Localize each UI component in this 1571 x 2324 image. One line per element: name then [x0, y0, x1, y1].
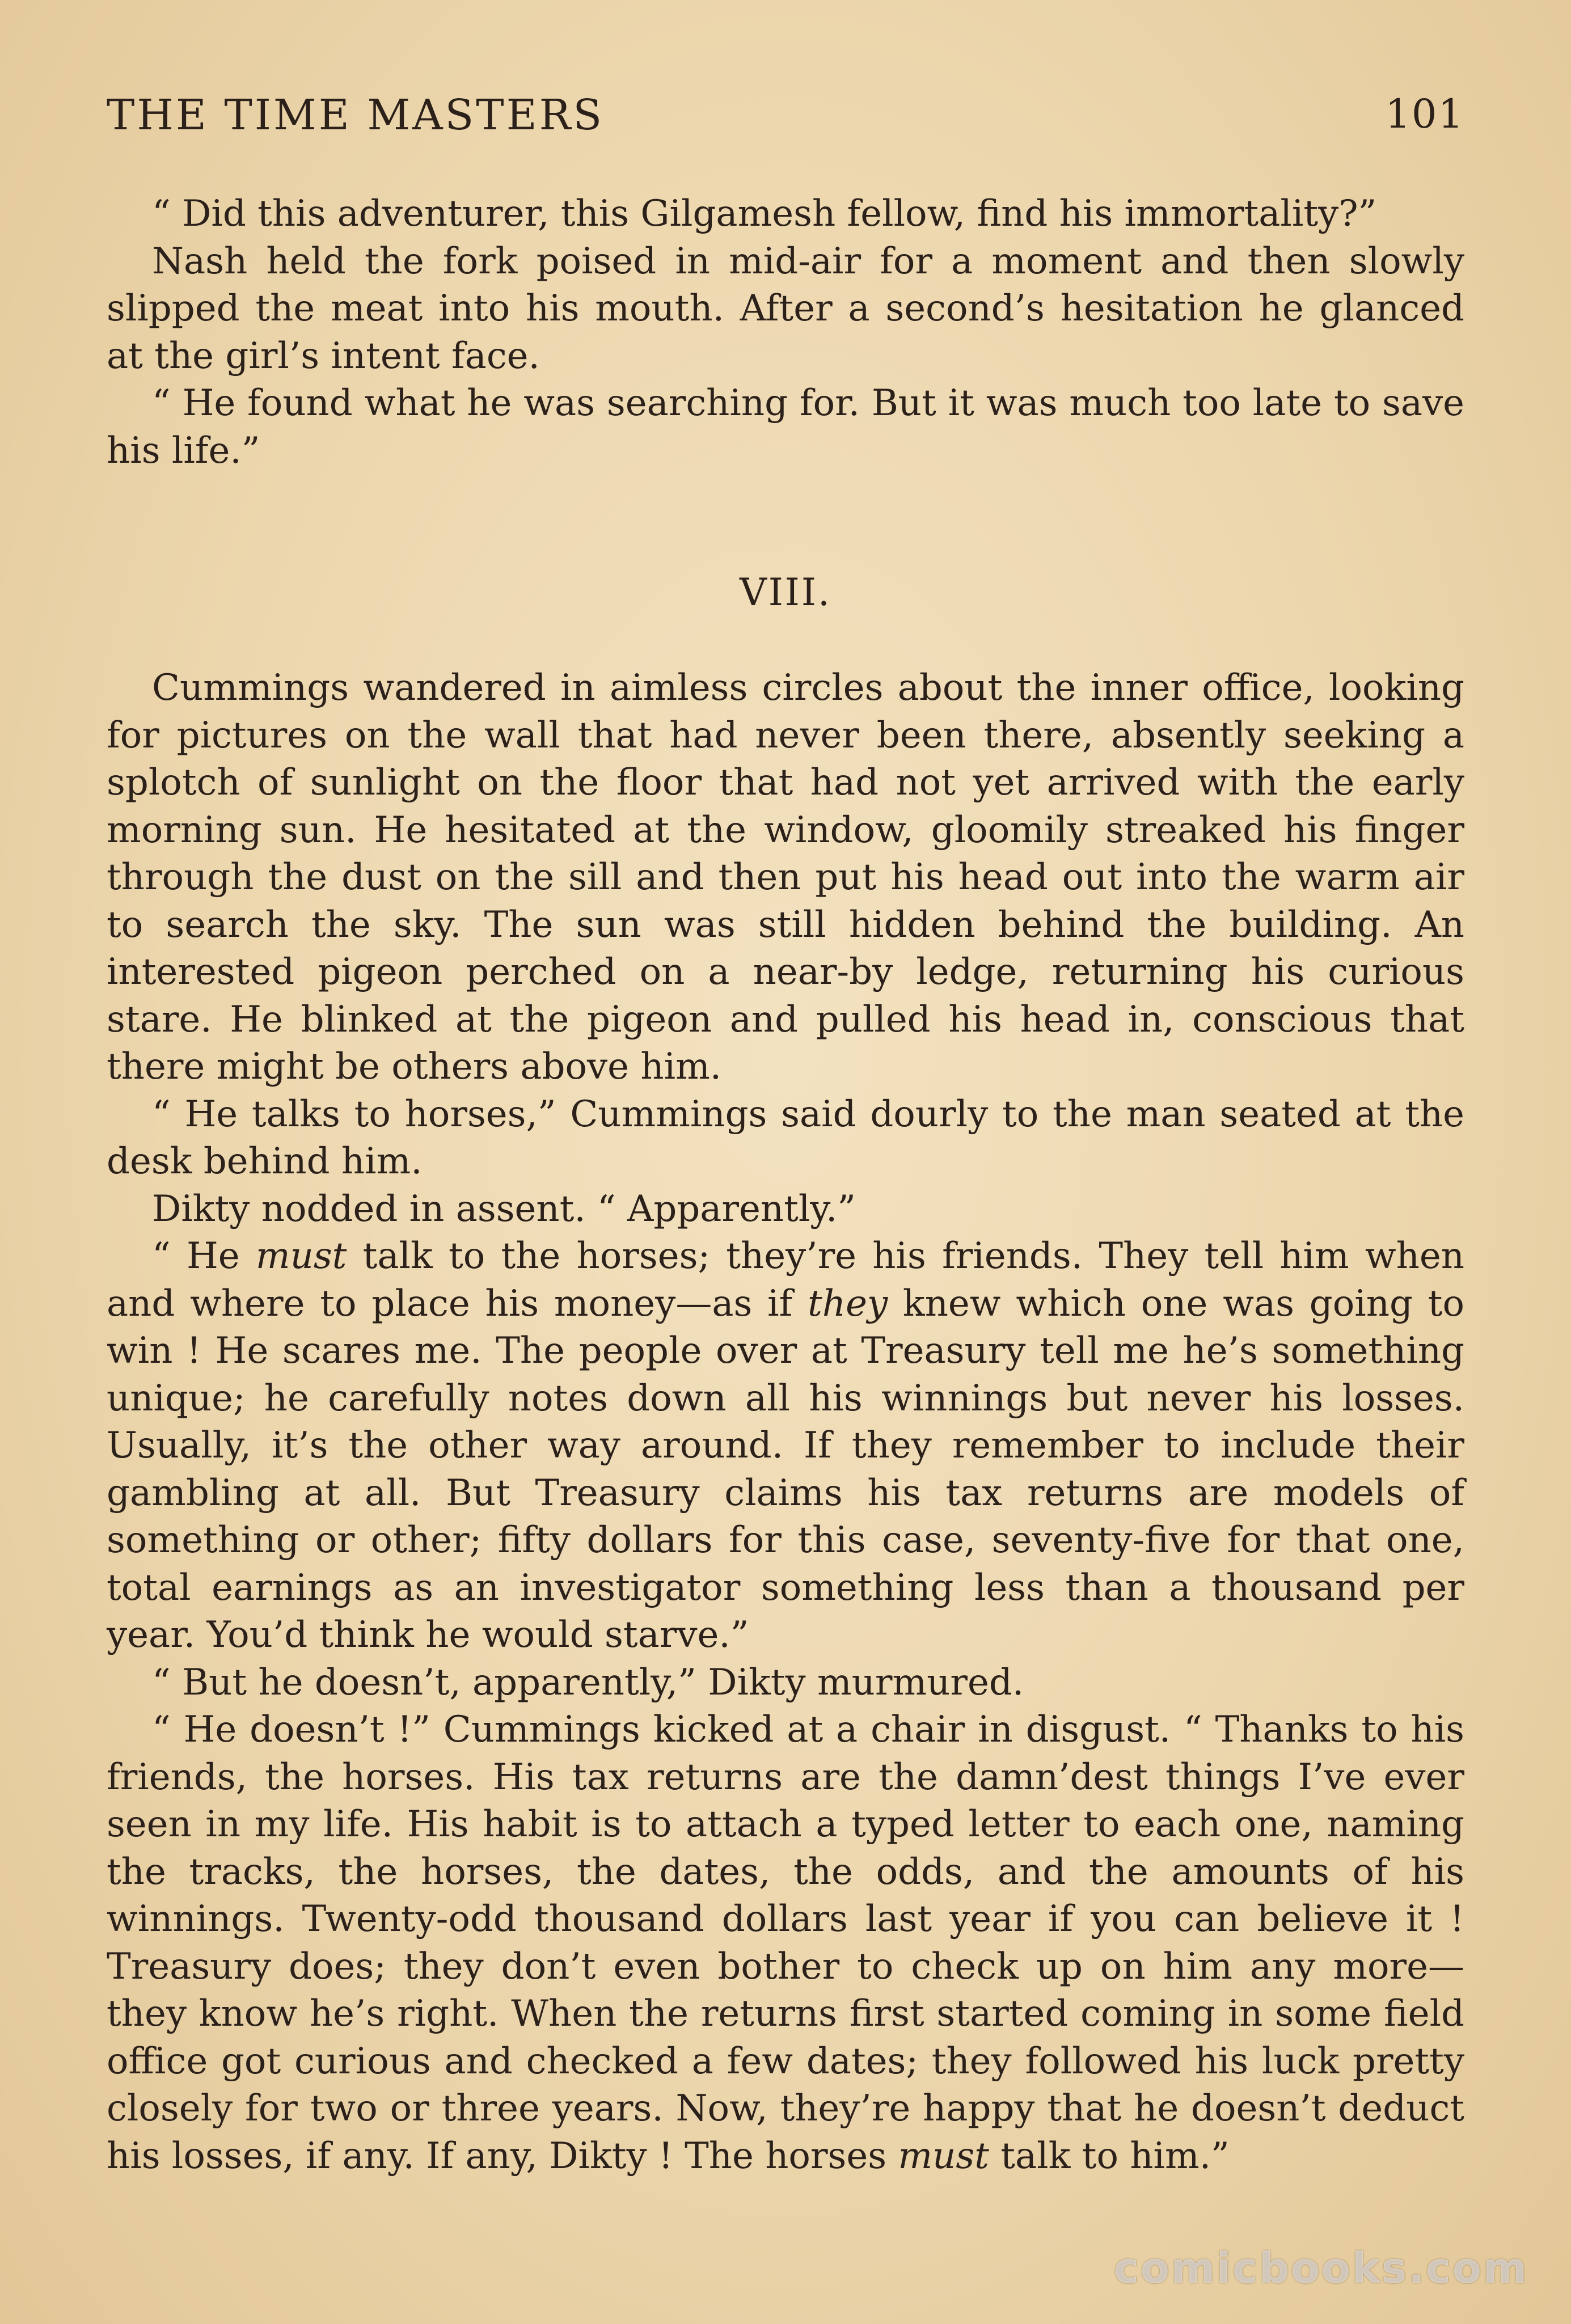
text-run: “ He doesn’t !” Cummings kicked at a chair in disgust. “ Thanks to his friends, the horses. His tax returns are the damn’dest things I’ve ever seen in my life. His habit is to attach a typed letter to each one, naming the tracks, the horses, the dates, the odds, and the amounts of his winnings. Twenty-odd thousand dollars last year if you can believe it ! Treasury does; they don’t even bother to check up on him any more—they know he’s right. When the returns first started coming in some field office got curious and checked a few dates; they followed his luck pretty closely for two or three years. Now, they’re happy that he doesn’t deduct his losses, if any. If any, Dikty ! The horses	[107, 1709, 1464, 2177]
paragraph	[107, 1186, 1464, 1233]
chapter-heading: VIII.	[740, 571, 831, 614]
running-head	[107, 91, 1464, 153]
paragraph: “ Did this adventurer, this Gilgamesh fellow, find his immortality?”	[152, 193, 1377, 235]
watermark: comicbooks.com	[1114, 2244, 1528, 2293]
text-block-before-chapter	[107, 191, 1464, 475]
paragraph: Nash held the fork poised in mid-air for a moment and then slowly slipped the meat into his mouth. After a second’s hesitation he glanced at the girl’s intent face.	[107, 240, 1464, 377]
chapter-text-block	[107, 665, 1464, 2180]
page-number: 101	[1385, 91, 1464, 137]
text-run: talk to the horses; they’re his friends. They tell him when and where to place his money—as if	[107, 1235, 1465, 1325]
text-run: “ He talks to horses,” Cummings said dourly to the man seated at the desk behind him.	[107, 1093, 1464, 1182]
text-run: Dikty nodded in assent. “ Apparently.”	[152, 1188, 856, 1230]
text-run: talk to him.”	[989, 2135, 1230, 2177]
italic-text-run: must	[255, 1235, 347, 1277]
italic-text-run: must	[898, 2135, 989, 2177]
paragraph: “ He found what he was searching for. But it was much too late to save his life.”	[107, 382, 1464, 472]
paragraph	[107, 1091, 1464, 1186]
text-run: Cummings wandered in aimless circles about the inner office, looking for pictures on the wall that had never been there, absently seeking a splotch of sunlight on the floor that had not yet arrived with the early morning sun. He hesitated at the window, gloomily streaked his finger through the dust on the sill and then put his head out into the warm air to search the sky. The sun was still hidden behind the building. An interested pigeon perched on a near-by ledge, returning his curious stare. He blinked at the pigeon and pulled his head in, conscious that there might be others above him.	[107, 667, 1464, 1088]
paragraph	[107, 1659, 1464, 1707]
italic-text-run: they	[808, 1282, 888, 1325]
paragraph	[107, 665, 1464, 1091]
text-run: “ He	[152, 1235, 256, 1277]
text-run: “ But he doesn’t, apparently,” Dikty murmured.	[152, 1661, 1024, 1704]
paragraph	[107, 1233, 1464, 1659]
text-run: knew which one was going to win ! He scares me. The people over at Treasury tell me he’s something unique; he carefully notes down all his winnings but never his losses. Usually, it’s the other way around. If they remember to include their gambling at all. But Treasury claims his tax returns are models of something or other; fifty dollars for this case, seventy-five for that one, total earnings as an investigator something less than a thousand per year. You’d think he would starve.”	[107, 1282, 1465, 1656]
running-title: THE TIME MASTERS	[107, 91, 605, 140]
paragraph	[107, 1706, 1464, 2180]
